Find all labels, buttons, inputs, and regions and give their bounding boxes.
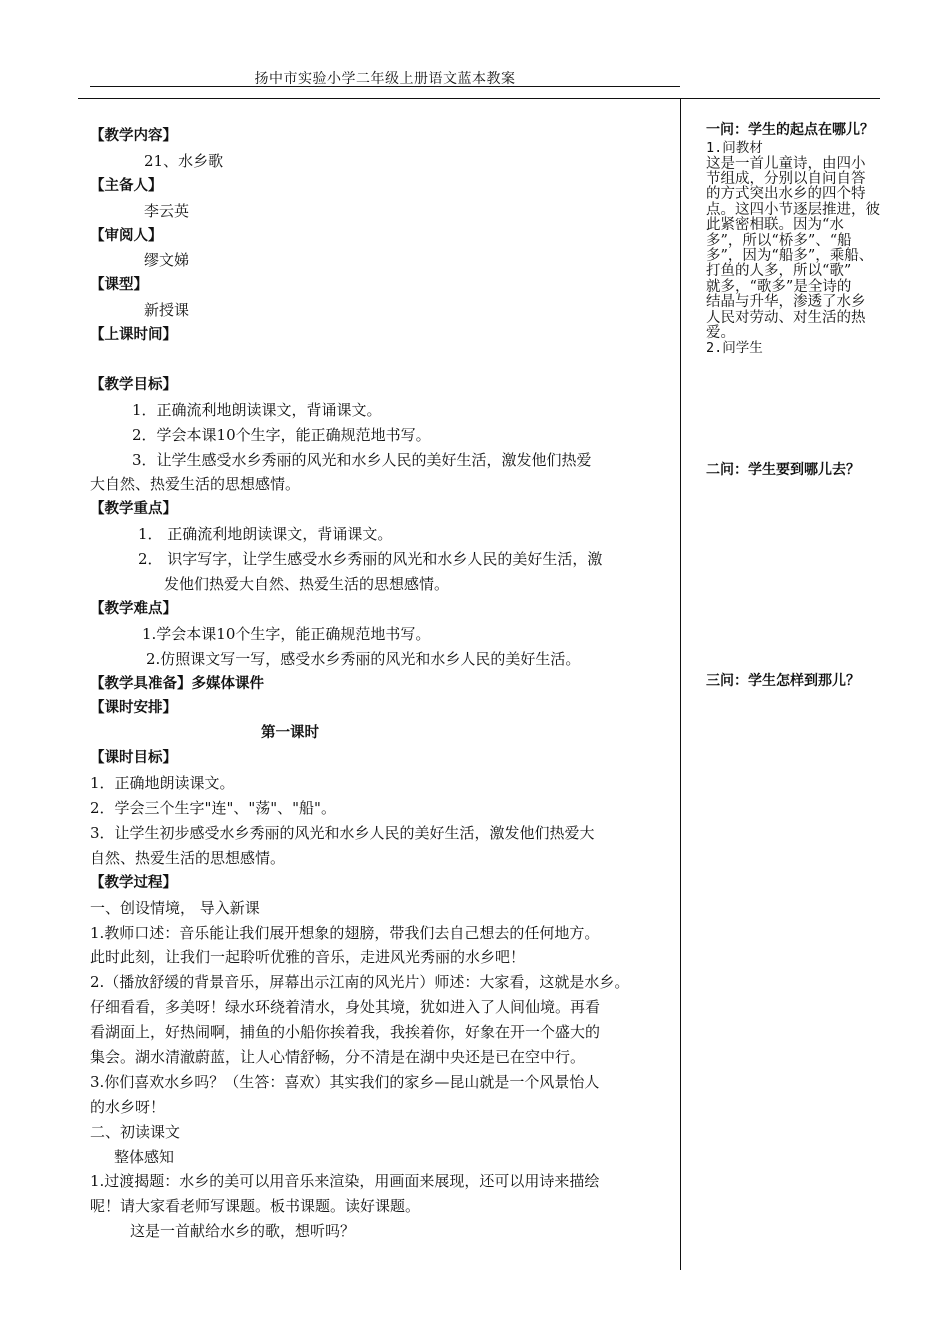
process-step-heading: 二、初读课文: [90, 1122, 181, 1141]
process-text: 1.过渡揭题：水乡的美可以用音乐来渲染，用画面来展现，还可以用诗来描绘: [90, 1172, 600, 1191]
period-objective-item: 1．正确地朗读课文。: [90, 774, 235, 793]
analysis-line: 多”，所以“桥多”、“船: [706, 232, 852, 249]
table-top-border: [78, 98, 880, 99]
sub-heading-textbook: 1.问教材: [706, 140, 763, 156]
analysis-line: 爱。: [706, 325, 735, 342]
section-heading-schedule: 【课时安排】: [90, 700, 177, 717]
lesson-plan-main-column: [90, 124, 650, 1244]
process-step-heading: 一、创设情境， 导入新课: [90, 898, 260, 917]
objective-item: 3．让学生感受水乡秀丽的风光和水乡人民的美好生活，激发他们热爱: [132, 450, 592, 469]
analysis-line: 就多，“歌多”是全诗的: [706, 278, 852, 295]
period-title: 第一课时: [261, 725, 319, 742]
period-objective-item: 3．让学生初步感受水乡秀丽的风光和水乡人民的美好生活，激发他们热爱大: [90, 823, 595, 842]
process-text: 2.（播放舒缓的背景音乐，屏幕出示江南的风光片）师述：大家看，这就是水乡。: [90, 973, 630, 992]
process-subheading: 整体感知: [114, 1147, 175, 1166]
key-point-item: 1． 正确流利地朗读课文，背诵课文。: [138, 525, 393, 544]
section-heading-class-time: 【上课时间】: [90, 327, 177, 344]
analysis-line: 节组成，分别以自问自答: [706, 171, 866, 187]
reviewer-name: 缪文娣: [144, 251, 190, 270]
question-heading: 一问：学生的起点在哪儿？: [706, 122, 874, 138]
analysis-line: 此紧密相联。因为“水: [706, 217, 844, 234]
section-heading-period-objectives: 【课时目标】: [90, 750, 177, 767]
analysis-line: 打鱼的人多，所以“歌”: [706, 263, 852, 280]
objective-item: 2．学会本课10个生字，能正确规范地书写。: [132, 425, 431, 444]
period-objective-item-continued: 自然、热爱生活的思想感情。: [90, 848, 286, 867]
process-text: 3.你们喜欢水乡吗？（生答：喜欢）其实我们的家乡—昆山就是一个风景怡人: [90, 1072, 600, 1091]
process-text: 仔细看看，多美呀！绿水环绕着清水，身处其境，犹如进入了人间仙境。再看: [90, 998, 601, 1017]
side-question-1: [706, 119, 906, 139]
period-objective-item: 2．学会三个生字"连"、"荡"、"船"。: [90, 799, 336, 818]
textbook-analysis: [706, 157, 900, 342]
key-point-item: 2． 识字写字，让学生感受水乡秀丽的风光和水乡人民的美好生活，激: [138, 550, 603, 569]
section-heading-reviewer: 【审阅人】: [90, 227, 163, 244]
process-text: 1.教师口述：音乐能让我们展开想象的翅膀，带我们去自己想去的任何地方。: [90, 923, 600, 942]
analysis-line: 的方式突出水乡的四个特: [706, 186, 866, 203]
section-heading-difficulties: 【教学难点】: [90, 600, 177, 617]
section-heading-materials: 【教学具准备】多媒体课件: [90, 675, 264, 692]
process-text: 此时此刻，让我们一起聆听优雅的音乐，走进风光秀丽的水乡吧！: [90, 948, 526, 967]
key-point-item-continued: 发他们热爱大自然、热爱生活的思想感情。: [164, 575, 450, 594]
preparer-name: 李云英: [144, 201, 190, 220]
side-notes-block: [706, 141, 906, 357]
section-heading-key-points: 【教学重点】: [90, 501, 177, 518]
question-heading: 三问：学生怎样到那儿？: [706, 673, 860, 689]
analysis-line: 结晶与升华，渗透了水乡: [706, 294, 866, 311]
objective-item-continued: 大自然、热爱生活的思想感情。: [90, 475, 301, 494]
section-heading-preparer: 【主备人】: [90, 177, 163, 194]
difficulty-item: 1.学会本课10个生字，能正确规范地书写。: [142, 624, 431, 643]
page-header-title: 扬中市实验小学二年级上册语文蓝本教案: [254, 71, 516, 87]
lesson-title: 21、水乡歌: [144, 151, 224, 170]
sub-heading-students: 2.问学生: [706, 340, 763, 357]
process-text: 这是一首献给水乡的歌，想听吗？: [130, 1222, 356, 1241]
difficulty-item: 2.仿照课文写一写，感受水乡秀丽的风光和水乡人民的美好生活。: [146, 649, 581, 668]
process-text: 看湖面上，好热闹啊，捕鱼的小船你挨着我，我挨着你，好象在开一个盛大的: [90, 1023, 601, 1042]
objective-item: 1．正确流利地朗读课文，背诵课文。: [132, 400, 382, 419]
process-text: 呢！请大家看老师写课题。板书课题。读好课题。: [90, 1197, 421, 1216]
header-rule: [90, 86, 680, 87]
section-heading-objectives: 【教学目标】: [90, 376, 177, 393]
section-heading-lesson-type: 【课型】: [90, 277, 148, 294]
analysis-line: 人民对劳动、对生活的热: [706, 309, 866, 326]
section-heading-process: 【教学过程】: [90, 874, 177, 891]
question-heading: 二问：学生要到哪儿去？: [706, 462, 860, 478]
column-divider: [680, 98, 681, 1270]
analysis-line: 点。这四小节逐层推进，彼: [706, 201, 880, 218]
blank-line: [90, 348, 650, 373]
lesson-type: 新授课: [144, 301, 190, 320]
analysis-line: 多”，因为“船多”，乘船、: [706, 248, 874, 265]
process-text: 的水乡呀！: [90, 1097, 166, 1116]
section-heading-content: 【教学内容】: [90, 128, 177, 144]
process-text: 集会。湖水清澈蔚蓝，让人心情舒畅，分不清是在湖中央还是已在空中行。: [90, 1047, 586, 1066]
side-question-3: [706, 670, 906, 690]
side-question-2: [706, 459, 906, 479]
analysis-line: 这是一首儿童诗，由四小: [706, 155, 866, 172]
